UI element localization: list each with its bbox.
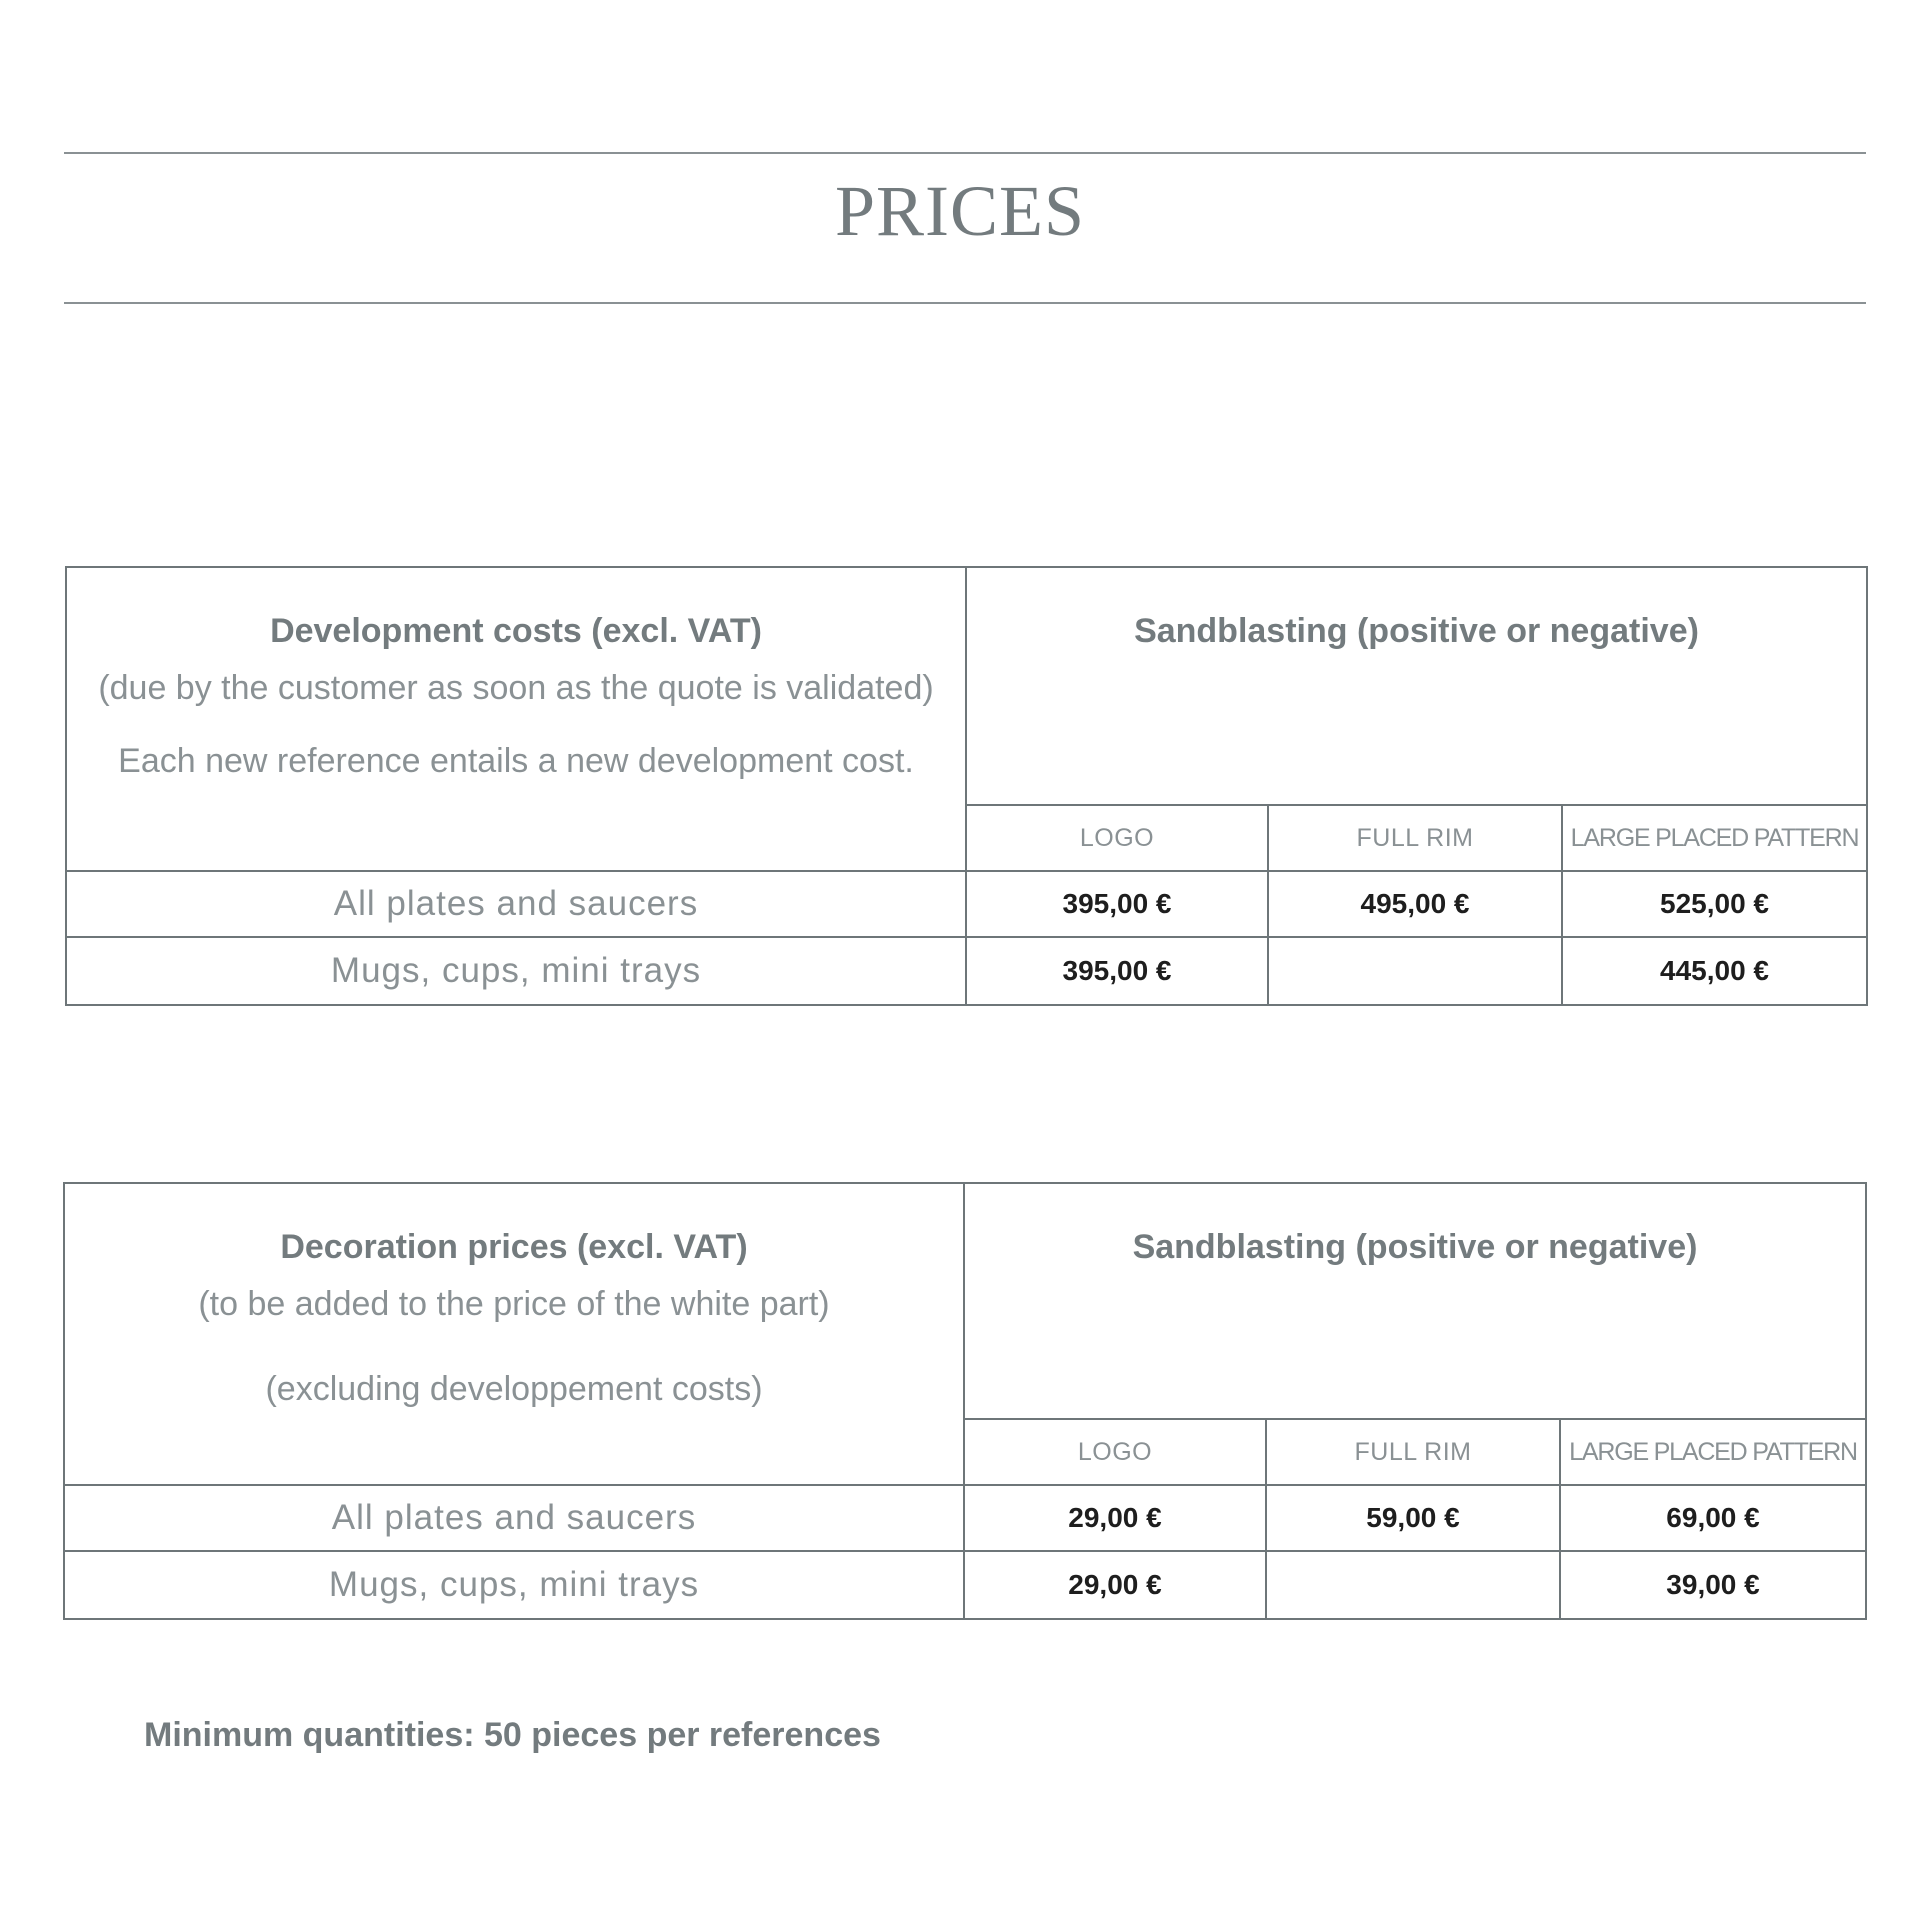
minimum-quantities-note: Minimum quantities: 50 pieces per references [144, 1716, 881, 1754]
table-row [64, 1551, 1866, 1619]
table-row [64, 1485, 1866, 1551]
development-col-logo: LOGO [966, 805, 1268, 871]
row-label: All plates and saucers [64, 1485, 964, 1551]
development-sandblasting-header [966, 567, 1867, 805]
decoration-header-note: (excluding developpement costs) [265, 1370, 763, 1408]
price-cell [1268, 937, 1562, 1005]
development-sandblasting-title: Sandblasting (positive or negative) [1134, 612, 1699, 650]
page-title: PRICES [834, 171, 1086, 251]
decoration-sandblasting-header [964, 1183, 1866, 1419]
decoration-sandblasting-title: Sandblasting (positive or negative) [1132, 1228, 1698, 1266]
decoration-header-title: Decoration prices (excl. VAT) [280, 1228, 748, 1266]
development-col-large-pattern: LARGE PLACED PATTERN [1562, 805, 1867, 871]
table-row [66, 871, 1867, 937]
top-rule [64, 152, 1866, 154]
price-cell: 495,00 € [1268, 871, 1562, 937]
table-row [66, 937, 1867, 1005]
price-cell: 525,00 € [1562, 871, 1867, 937]
development-header-cell [66, 567, 966, 871]
price-cell: 69,00 € [1560, 1485, 1866, 1551]
row-label: Mugs, cups, mini trays [64, 1551, 964, 1619]
row-label: All plates and saucers [66, 871, 966, 937]
title-bottom-rule [64, 302, 1866, 304]
development-col-full-rim: FULL RIM [1268, 805, 1562, 871]
row-label: Mugs, cups, mini trays [66, 937, 966, 1005]
price-cell: 59,00 € [1266, 1485, 1560, 1551]
decoration-col-logo: LOGO [964, 1419, 1266, 1485]
price-cell: 29,00 € [964, 1551, 1266, 1619]
price-cell: 39,00 € [1560, 1551, 1866, 1619]
price-cell [1266, 1551, 1560, 1619]
decoration-col-large-pattern: LARGE PLACED PATTERN [1560, 1419, 1866, 1485]
decoration-prices-table [63, 1182, 1867, 1620]
price-cell: 395,00 € [966, 937, 1268, 1005]
decoration-header-cell [64, 1183, 964, 1485]
price-cell: 445,00 € [1562, 937, 1867, 1005]
development-header-note: Each new reference entails a new development cost. [118, 742, 914, 780]
development-header-subtitle: (due by the customer as soon as the quote is validated) [98, 669, 934, 707]
price-cell: 395,00 € [966, 871, 1268, 937]
decoration-header-subtitle: (to be added to the price of the white part) [198, 1285, 830, 1323]
development-header-title: Development costs (excl. VAT) [270, 612, 762, 650]
development-costs-table [65, 566, 1868, 1006]
decoration-col-full-rim: FULL RIM [1266, 1419, 1560, 1485]
price-cell: 29,00 € [964, 1485, 1266, 1551]
